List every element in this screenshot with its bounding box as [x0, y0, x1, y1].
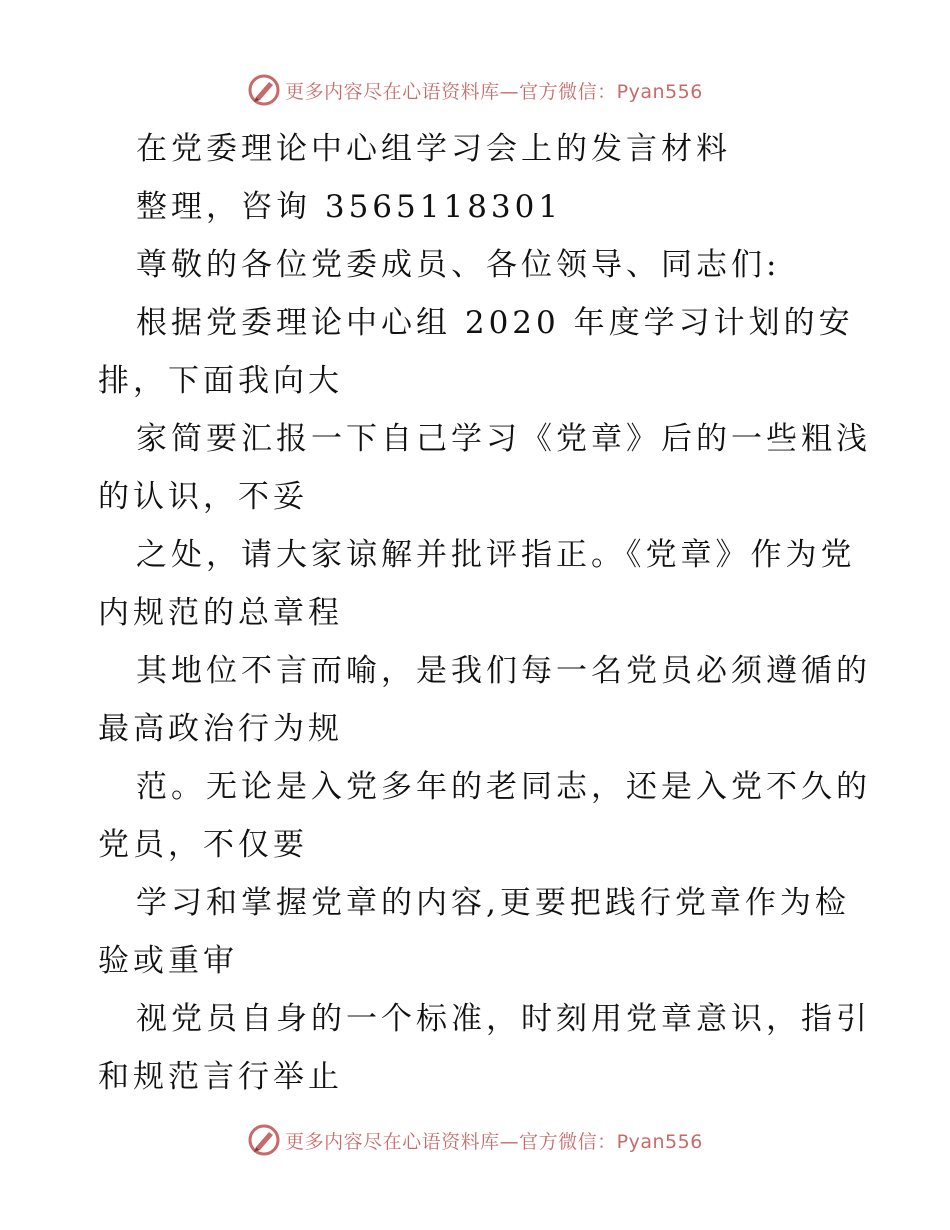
pen-seal-icon [247, 73, 281, 107]
document-line: 其地位不言而喻，是我们每一名党员必须遵循的 [136, 653, 871, 689]
document-line: 在党委理论中心组学习会上的发言材料 [136, 131, 731, 167]
document-line: 和规范言行举止 [98, 1059, 343, 1095]
watermark-text: 更多内容尽在心语资料库—官方微信：Pyan556 [285, 1130, 703, 1153]
document-line: 学习和掌握党章的内容,更要把践行党章作为检 [136, 885, 850, 921]
document-line: 尊敬的各位党委成员、各位领导、同志们: [136, 247, 781, 283]
document-line: 范。无论是入党多年的老同志，还是入党不久的 [136, 769, 871, 805]
document-line: 视党员自身的一个标准，时刻用党章意识，指引 [136, 1001, 871, 1037]
watermark-text: 更多内容尽在心语资料库—官方微信：Pyan556 [285, 80, 703, 103]
pen-seal-icon [247, 1123, 281, 1157]
document-line: 的认识，不妥 [98, 479, 308, 515]
document-line: 整理，咨询 3565118301 [136, 189, 563, 225]
document-line: 最高政治行为规 [98, 711, 343, 747]
document-line: 党员，不仅要 [98, 827, 308, 863]
document-line: 根据党委理论中心组 2020 年度学习计划的安 [136, 305, 854, 341]
document-line: 家简要汇报一下自己学习《党章》后的一些粗浅 [136, 421, 871, 457]
header-watermark [0, 70, 950, 110]
document-line: 验或重审 [98, 943, 238, 979]
document-body [98, 120, 871, 1106]
footer-watermark [0, 1120, 950, 1160]
document-line: 内规范的总章程 [98, 595, 343, 631]
document-line: 排，下面我向大 [98, 363, 343, 399]
document-line: 之处，请大家谅解并批评指正。《党章》作为党 [136, 537, 856, 573]
